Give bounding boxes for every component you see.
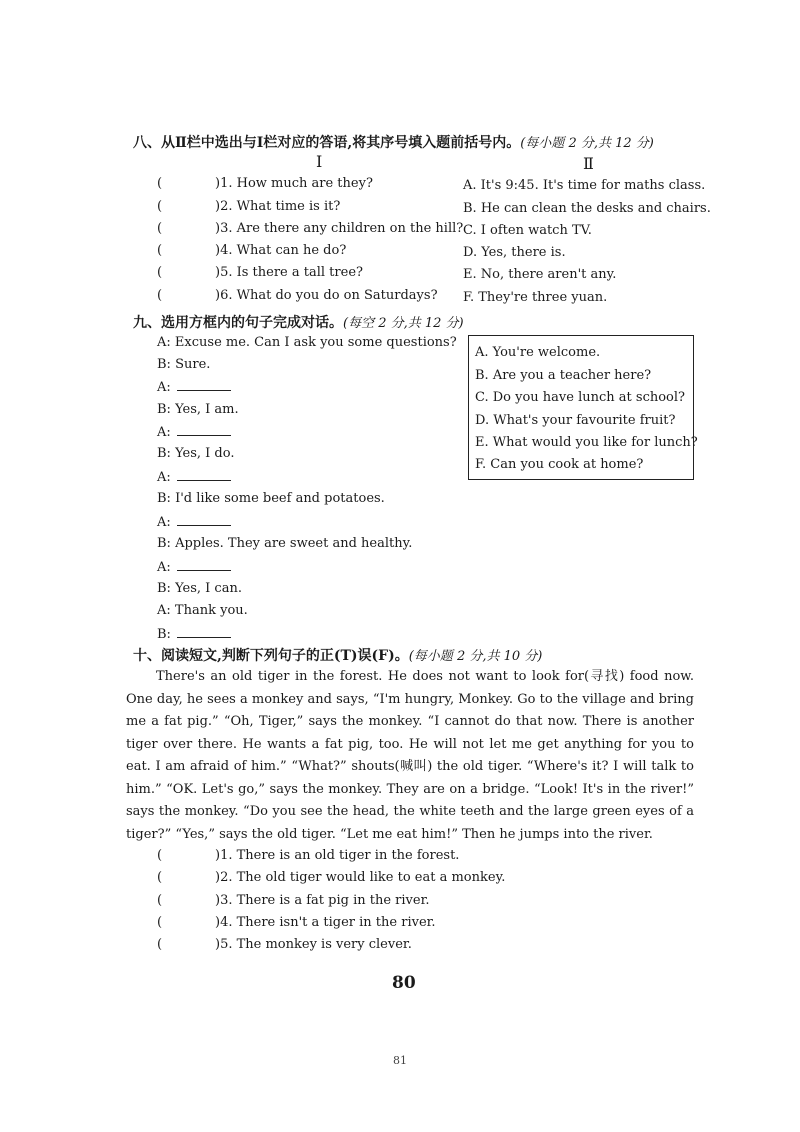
section-10-note: (每小题 2 分,共 10 分) — [408, 649, 543, 664]
answer-blank[interactable] — [177, 514, 231, 526]
answer-blank[interactable] — [177, 469, 231, 481]
reading-passage — [126, 666, 694, 846]
matching-question: ( )3. Are there any children on the hill? — [157, 221, 464, 236]
dialogue-line: B: Yes, I can. — [157, 581, 242, 596]
matching-question: ( )5. Is there a tall tree? — [157, 265, 363, 280]
dialogue-line: B: Yes, I do. — [157, 446, 235, 461]
dialogue-line: B: Yes, I am. — [157, 402, 239, 417]
dialogue-line: B: I'd like some beef and potatoes. — [157, 491, 385, 506]
footer-number: 81 — [393, 1054, 407, 1067]
section-9-title-text: 九、选用方框内的句子完成对话。 — [133, 315, 343, 331]
answer-blank[interactable] — [177, 626, 231, 638]
option-item: C. Do you have lunch at school? — [475, 390, 685, 405]
true-false-statement: ( )4. There isn't a tiger in the river. — [157, 915, 436, 930]
section-9-title — [133, 312, 464, 332]
matching-answer: E. No, there aren't any. — [463, 267, 617, 282]
section-8-note: (每小题 2 分,共 12 分) — [520, 136, 654, 151]
section-10-title — [133, 645, 542, 665]
answer-blank[interactable] — [177, 424, 231, 436]
matching-answer: A. It's 9:45. It's time for maths class. — [463, 178, 706, 193]
dialogue-line: B: — [157, 626, 231, 642]
matching-answer: D. Yes, there is. — [463, 245, 566, 260]
option-item: E. What would you like for lunch? — [475, 435, 698, 450]
option-item: A. You're welcome. — [475, 345, 601, 360]
true-false-statement: ( )3. There is a fat pig in the river. — [157, 893, 430, 908]
dialogue-line: A: Thank you. — [157, 603, 248, 618]
dialogue-line: A: — [157, 514, 231, 530]
answer-blank[interactable] — [177, 379, 231, 391]
matching-answer: C. I often watch TV. — [463, 223, 592, 238]
matching-question: ( )6. What do you do on Saturdays? — [157, 288, 438, 303]
section-8-title — [133, 132, 654, 152]
true-false-statement: ( )5. The monkey is very clever. — [157, 937, 412, 952]
page-number: 80 — [392, 973, 416, 993]
dialogue-line: A: — [157, 559, 231, 575]
section-8-title-text: 八、从Ⅱ栏中选出与Ⅰ栏对应的答语,将其序号填入题前括号内。 — [133, 135, 521, 151]
option-item: D. What's your favourite fruit? — [475, 413, 676, 428]
dialogue-line: A: — [157, 469, 231, 485]
matching-question: ( )4. What can he do? — [157, 243, 347, 258]
option-item: B. Are you a teacher here? — [475, 368, 652, 383]
dialogue-line: A: — [157, 379, 231, 395]
matching-question: ( )1. How much are they? — [157, 176, 373, 191]
section-9-note: (每空 2 分,共 12 分) — [343, 316, 464, 331]
section-10-title-text: 十、阅读短文,判断下列句子的正(T)误(F)。 — [133, 648, 409, 664]
dialogue-line: B: Apples. They are sweet and healthy. — [157, 536, 413, 551]
column-2-heading: Ⅱ — [583, 154, 594, 173]
reading-passage-text: There's an old tiger in the forest. He does not want to look for(寻找) food now. One day, he sees a monkey and says, “I'm hungry, Monkey. Go to the village and bring me a fat pig.” “Oh, Tiger,” says the monkey. “I cannot do that now. There is another tiger over there. He wants a fat pig, too. He will not let me get anything for you to eat. I am afraid of him.” “What?” shouts(喊叫) the old tiger. “Where's it? I will talk to him.” “OK. Let's go,” says the monkey. They are on a bridge. “Look! It's in the river!” says the monkey. “Do you see the head, the white teeth and the large green eyes of a tiger?” “Yes,” says the old tiger. “Let me eat him!” Then he jumps into the river. — [126, 669, 694, 842]
matching-answer: F. They're three yuan. — [463, 290, 608, 305]
matching-answer: B. He can clean the desks and chairs. — [463, 201, 711, 216]
dialogue-line: A: — [157, 424, 231, 440]
option-item: F. Can you cook at home? — [475, 457, 644, 472]
dialogue-line: B: Sure. — [157, 357, 211, 372]
matching-question: ( )2. What time is it? — [157, 199, 341, 214]
column-1-heading: Ⅰ — [316, 152, 323, 171]
true-false-statement: ( )1. There is an old tiger in the forest. — [157, 848, 460, 863]
answer-blank[interactable] — [177, 559, 231, 571]
dialogue-line: A: Excuse me. Can I ask you some questions? — [157, 335, 457, 350]
true-false-statement: ( )2. The old tiger would like to eat a monkey. — [157, 870, 506, 885]
